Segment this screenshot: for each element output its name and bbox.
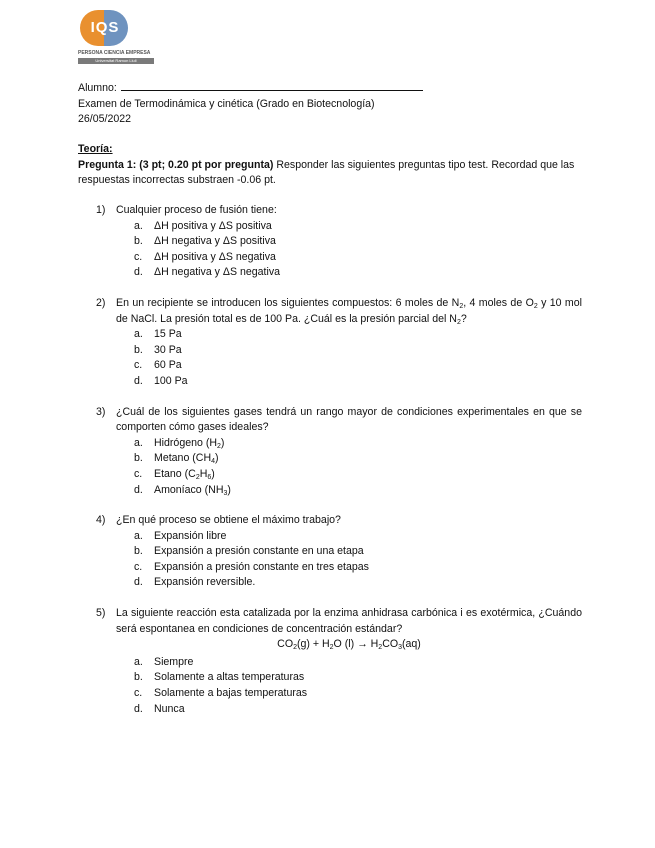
option-list <box>134 436 582 498</box>
student-line <box>78 79 423 97</box>
option-c[interactable]: c. 60 Pa <box>134 359 182 372</box>
option-d[interactable]: d. Amoníaco $(NH_3)$ <box>134 483 231 497</box>
option-a[interactable]: a. Expansión libre <box>134 529 227 542</box>
question-label: Pregunta 1: (3 pt; 0.20 pt por pregunta) <box>78 158 274 171</box>
exam-title: Examen de Termodinámica y cinética (Grado en Biotecnología) <box>78 97 375 110</box>
option-a[interactable]: a. ΔH positiva y ΔS positiva <box>134 219 272 232</box>
option-b[interactable]: b. Expansión a presión constante en una etapa <box>134 545 364 558</box>
option-d[interactable]: d. ΔH negativa y ΔS negativa <box>134 266 281 279</box>
option-b[interactable]: b. Solamente a altas temperaturas <box>134 671 305 684</box>
question-number: 1) <box>96 204 106 216</box>
question-2 <box>96 296 582 390</box>
question-number: 3) <box>96 405 106 418</box>
section-title: Teoría: <box>78 143 113 155</box>
question-number: 5) <box>96 607 106 620</box>
logo-tagline: PERSONA CIENCIA EMPRESA <box>78 50 151 56</box>
question-text: Cualquier proceso de fusión tiene: <box>116 204 277 216</box>
option-d[interactable]: d. Expansión reversible. <box>134 576 256 589</box>
option-a[interactable]: a. Hidrógeno $(H_2)$ <box>134 436 225 450</box>
question-text: ¿En qué proceso se obtiene el máximo trabajo? <box>116 514 341 527</box>
iqs-logo <box>78 10 158 66</box>
option-b[interactable]: b. ΔH negativa y ΔS positiva <box>134 235 276 248</box>
question-list <box>96 203 582 732</box>
question-4 <box>96 513 582 591</box>
exam-header <box>78 79 423 128</box>
option-list <box>134 327 582 389</box>
instructions: Responder las siguientes preguntas tipo test. Recordad que las respuestas incorrectas substraen -0.06 pt. <box>78 158 575 187</box>
option-b[interactable]: b. Metano $(CH_4)$ <box>134 452 219 466</box>
option-c[interactable]: c. Etano $(C_2H_6)$ <box>134 467 215 481</box>
option-a[interactable]: a. Siempre <box>134 655 194 668</box>
question-text: ¿Cuál de los siguientes gases tendrá un rango mayor de condiciones experimentales en que se comporten cómo gases ideales? <box>116 405 582 434</box>
student-label: Alumno: <box>78 82 117 94</box>
logo-university: Universitat Ramon Llull <box>78 58 154 64</box>
option-c[interactable]: c. Solamente a bajas temperaturas <box>134 687 308 700</box>
option-c[interactable]: c. ΔH positiva y ΔS negativa <box>134 250 276 263</box>
question-1 <box>96 203 582 281</box>
question-3 <box>96 405 582 499</box>
question-5 <box>96 606 582 717</box>
option-c[interactable]: c. Expansión a presión constante en tres etapas <box>134 560 369 573</box>
option-list <box>134 529 582 591</box>
student-name-field[interactable] <box>121 79 423 91</box>
option-a[interactable]: a. 15 Pa <box>134 328 182 341</box>
question-text: La siguiente reacción esta catalizada por la enzima anhidrasa carbónica i es exotérmica, ¿Cuándo será espontanea en condiciones de concentración estándar? <box>116 607 582 635</box>
option-list <box>134 655 582 717</box>
logo-text: IQS <box>90 19 120 36</box>
option-list <box>134 219 582 281</box>
reaction-equation: $CO_2(g) + H_2O$ $(l) \to H_2CO_3(aq)$ <box>277 638 421 652</box>
question-number: 2) <box>96 296 106 309</box>
question-text: En un recipiente se introducen los siguientes compuestos: 6 moles de $N_2$, 4 moles de $O_2$ y 10 mol de NaCl. La presión total es de 100 Pa. ¿Cuál es la presión parcial del $N_2$? <box>116 296 582 326</box>
question-intro <box>78 158 584 189</box>
exam-date: 26/05/2022 <box>78 113 132 126</box>
option-b[interactable]: b. 30 Pa <box>134 343 182 356</box>
theory-section <box>78 142 584 189</box>
question-number: 4) <box>96 514 106 527</box>
option-d[interactable]: d. Nunca <box>134 702 185 715</box>
option-d[interactable]: d. 100 Pa <box>134 374 188 387</box>
